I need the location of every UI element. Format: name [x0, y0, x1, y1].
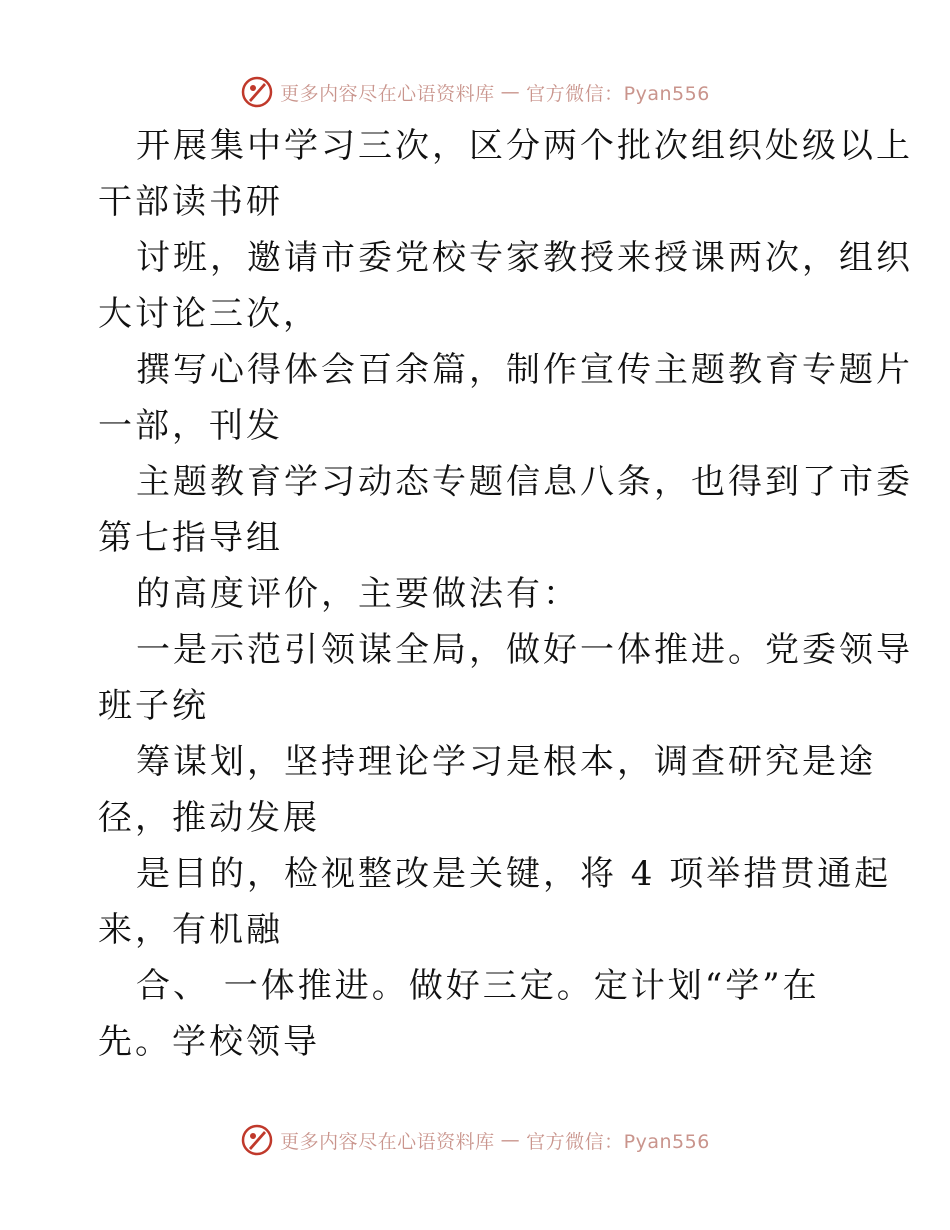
quill-pen-logo-icon [240, 75, 274, 109]
header-wechat-text: 官方微信：Pyan556 [526, 82, 710, 105]
body-line: 一部，刊发 [98, 406, 283, 446]
quill-pen-logo-icon [240, 1123, 274, 1157]
body-line: 主题教育学习动态专题信息八条，也得到了市委 [136, 462, 913, 502]
body-line: 合、 一体推进。做好三定。定计划“学”在 [136, 966, 820, 1006]
footer-brand-text: 更多内容尽在心语资料库 [280, 1130, 495, 1153]
body-line: 是目的，检视整改是关键，将 4 项举措贯通起 [136, 854, 892, 894]
body-line: 讨班，邀请市委党校专家教授来授课两次，组织 [136, 238, 913, 278]
document-body [98, 118, 913, 1070]
header-separator: — [500, 81, 521, 103]
body-line: 第七指导组 [98, 518, 283, 558]
footer-wechat-text: 官方微信：Pyan556 [526, 1130, 710, 1153]
body-line: 来，有机融 [98, 910, 283, 950]
footer-separator: — [500, 1129, 521, 1151]
body-line: 筹谋划，坚持理论学习是根本，调查研究是途 [136, 742, 876, 782]
body-line: 撰写心得体会百余篇，制作宣传主题教育专题片 [136, 350, 913, 390]
body-line: 大讨论三次， [98, 294, 320, 334]
footer-banner [0, 1118, 950, 1162]
body-line: 班子统 [98, 686, 209, 726]
header-brand-text: 更多内容尽在心语资料库 [280, 82, 495, 105]
body-line: 一是示范引领谋全局，做好一体推进。党委领导 [136, 630, 913, 670]
body-line: 先。学校领导 [98, 1022, 320, 1062]
header-banner [0, 70, 950, 114]
body-line: 开展集中学习三次，区分两个批次组织处级以上 [136, 126, 913, 166]
body-line: 径，推动发展 [98, 798, 320, 838]
body-line: 的高度评价，主要做法有： [136, 574, 580, 614]
body-line: 干部读书研 [98, 182, 283, 222]
